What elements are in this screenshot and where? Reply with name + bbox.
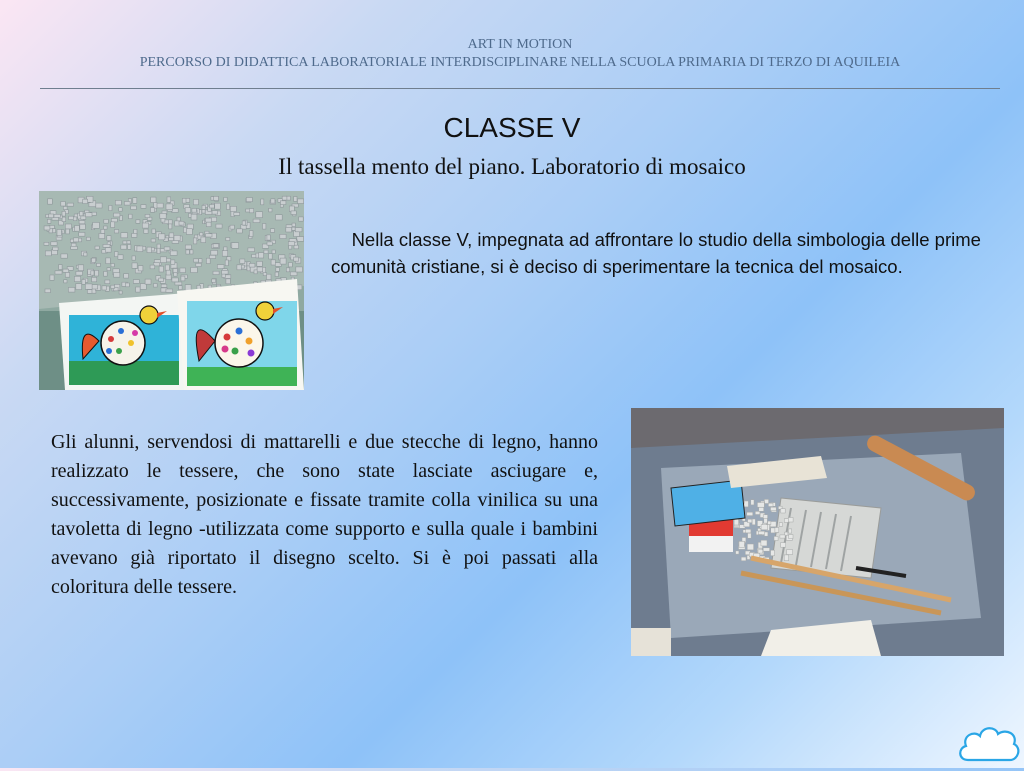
header-divider	[40, 88, 1000, 89]
mosaic-tools-photo	[631, 408, 1004, 656]
mosaic-drawings-photo	[39, 191, 304, 390]
body-paragraph: Gli alunni, servendosi di mattarelli e due stecche di legno, hanno realizzato le tessere, che sono state lasciate asciugare e, successivamente, posizionate e fissate tramite colla vinilica su una tavoletta di legno -utilizzata come supporto e sulla quale i bambini avevano già riportato il disegno scelto. Si è poi passati alla coloritura delle tessere.	[51, 431, 598, 598]
slide-title: CLASSE V	[443, 112, 581, 143]
header-subtitle: PERCORSO DI DIDATTICA LABORATORIALE INTERDISCIPLINARE NELLA SCUOLA PRIMARIA DI TERZO DI AQUILEIA	[139, 55, 901, 70]
presentation-header	[40, 36, 1000, 72]
cloud-icon	[956, 720, 1022, 771]
intro-paragraph	[331, 226, 1017, 280]
intro-text: Nella classe V, impegnata ad affrontare lo studio della simbologia delle prime comunità cristiane, si è deciso di sperimentare la tecnica del mosaico.	[331, 229, 981, 277]
slide-subtitle: Il tassella mento del piano. Laboratorio di mosaico	[278, 154, 746, 179]
header-title: ART IN MOTION	[467, 37, 573, 52]
